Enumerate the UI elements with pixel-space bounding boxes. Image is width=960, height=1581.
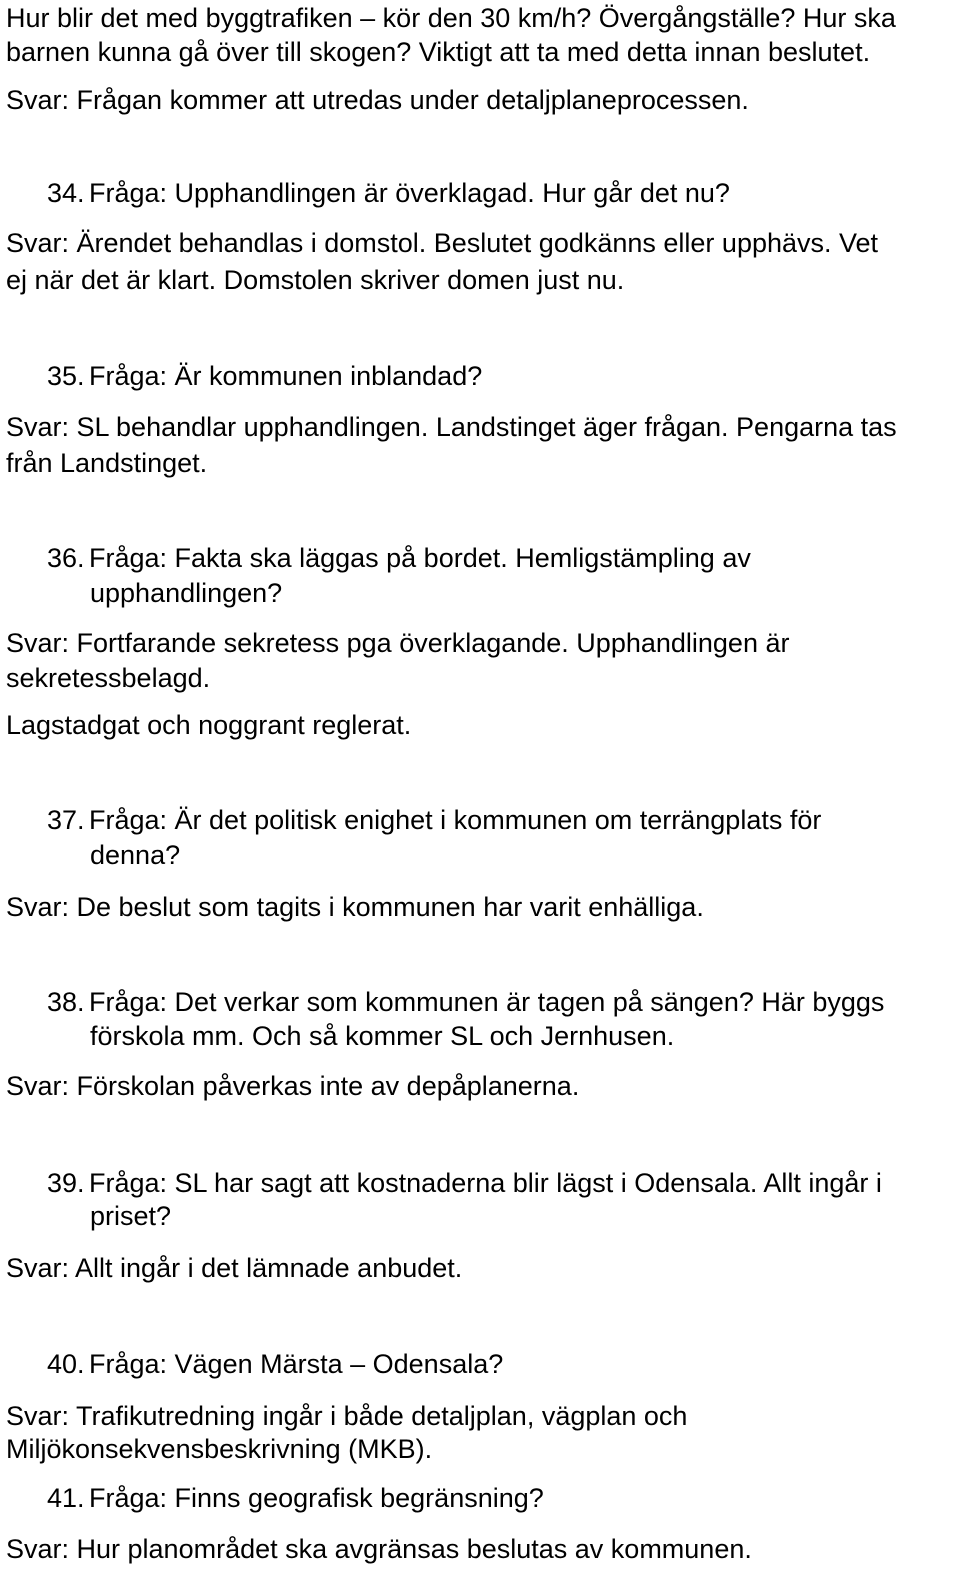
question-number: 40. [47, 1349, 85, 1379]
answer-line: från Landstinget. [6, 448, 208, 478]
question-text: Fråga: Vägen Märsta – Odensala? [89, 1349, 504, 1379]
question-text: Fråga: Det verkar som kommunen är tagen på sängen? Här byggs [89, 987, 885, 1017]
answer-line: Svar: SL behandlar upphandlingen. Landstinget äger frågan. Pengarna tas [6, 412, 897, 442]
question-34 [47, 176, 730, 210]
question-text-cont: priset? [90, 1201, 172, 1231]
question-text-cont: upphandlingen? [90, 578, 283, 608]
question-text: Fråga: Fakta ska läggas på bordet. Hemligstämpling av [89, 543, 751, 573]
question-number: 41. [47, 1483, 85, 1513]
answer-line: Miljökonsekvensbeskrivning (MKB). [6, 1434, 433, 1464]
question-37 [47, 803, 821, 837]
answer-line: sekretessbelagd. [6, 663, 211, 693]
answer-line: ej när det är klart. Domstolen skriver domen just nu. [6, 265, 625, 295]
question-38 [47, 985, 884, 1019]
intro-line: Hur blir det med byggtrafiken – kör den 30 km/h? Övergångställe? Hur ska [6, 3, 896, 33]
question-number: 37. [47, 805, 85, 835]
answer-line: Svar: Förskolan påverkas inte av depåplanerna. [6, 1071, 580, 1101]
intro-line: barnen kunna gå över till skogen? Viktigt att ta med detta innan beslutet. [6, 37, 871, 67]
question-text-cont: förskola mm. Och så kommer SL och Jernhusen. [90, 1021, 675, 1051]
question-40 [47, 1347, 503, 1381]
question-35 [47, 359, 482, 393]
answer-line: Svar: Hur planområdet ska avgränsas beslutas av kommunen. [6, 1534, 752, 1564]
answer-line: Svar: Fortfarande sekretess pga överklagande. Upphandlingen är [6, 628, 790, 658]
answer-line: Lagstadgat och noggrant reglerat. [6, 710, 412, 740]
question-39 [47, 1166, 882, 1200]
answer-line: Svar: Ärendet behandlas i domstol. Beslutet godkänns eller upphävs. Vet [6, 228, 879, 258]
intro-answer-line: Svar: Frågan kommer att utredas under detaljplaneprocessen. [6, 85, 749, 115]
question-text: Fråga: Är kommunen inblandad? [89, 361, 483, 391]
question-text: Fråga: SL har sagt att kostnaderna blir lägst i Odensala. Allt ingår i [89, 1168, 882, 1198]
answer-line: Svar: Allt ingår i det lämnade anbudet. [6, 1253, 463, 1283]
answer-line: Svar: De beslut som tagits i kommunen har varit enhälliga. [6, 892, 704, 922]
answer-line: Svar: Trafikutredning ingår i både detaljplan, vägplan och [6, 1401, 688, 1431]
question-text-cont: denna? [90, 840, 181, 870]
question-36 [47, 541, 751, 575]
question-text: Fråga: Upphandlingen är överklagad. Hur går det nu? [89, 178, 730, 208]
question-number: 34. [47, 178, 85, 208]
question-text: Fråga: Är det politisk enighet i kommunen om terrängplats för [89, 805, 822, 835]
question-number: 35. [47, 361, 85, 391]
question-41 [47, 1481, 544, 1515]
question-number: 36. [47, 543, 85, 573]
question-number: 38. [47, 987, 85, 1017]
question-text: Fråga: Finns geografisk begränsning? [89, 1483, 544, 1513]
question-number: 39. [47, 1168, 85, 1198]
